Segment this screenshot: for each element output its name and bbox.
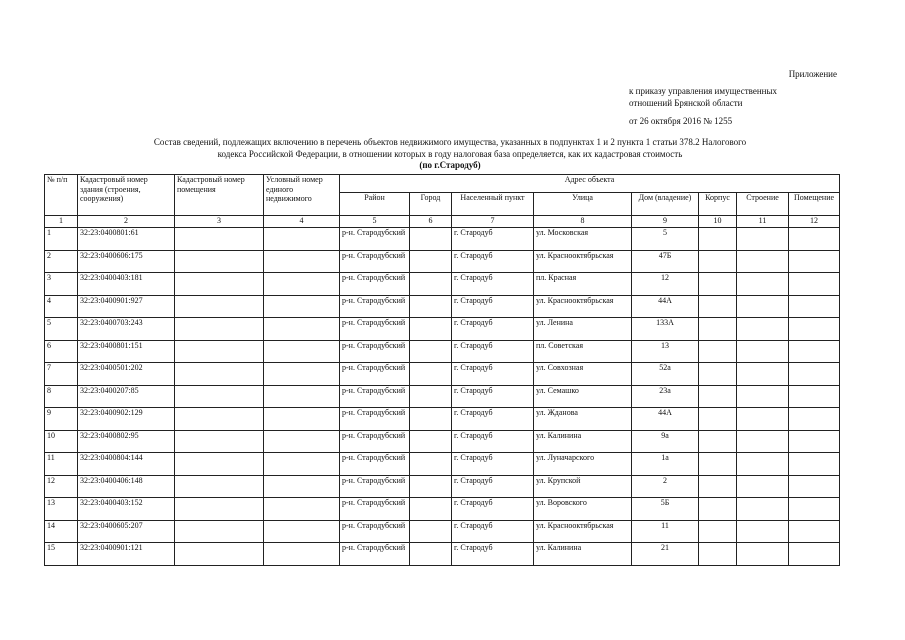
cell-street: ул. Краснооктябрьская: [534, 520, 632, 543]
cell-room: [789, 273, 840, 296]
title-line-1: Состав сведений, подлежащих включению в перечень объектов недвижимого имущества, указанных в подпунктах 1 и 2 пункта 1 статьи 378.2 Налогового: [153, 137, 747, 147]
cell-structure: [737, 520, 789, 543]
cell-conditional: [264, 385, 340, 408]
header-conditional-number: Условный номер единого недвижимого: [264, 175, 340, 216]
title-line-2: кодекса Российской Федерации, в отношении которых в году налоговая база определяется, как их кадастровая стоимость: [217, 148, 683, 159]
cell-structure: [737, 340, 789, 363]
cell-street: пл. Советская: [534, 340, 632, 363]
cell-room: [789, 250, 840, 273]
cell-street: ул. Совхозная: [534, 363, 632, 386]
header-house: Дом (владение): [632, 193, 699, 216]
cell-room: [789, 453, 840, 476]
table-row: [45, 250, 840, 273]
header-street: Улица: [534, 193, 632, 216]
cell-room-cadastral: [175, 475, 264, 498]
col-num: 1: [45, 216, 78, 228]
header-korpus: Корпус: [699, 193, 737, 216]
table-row: [45, 340, 840, 363]
cell-street: ул. Крупской: [534, 475, 632, 498]
cell-structure: [737, 250, 789, 273]
cell-cadastral: 32:23:0400802:95: [78, 430, 175, 453]
table-row: [45, 453, 840, 476]
col-num: 8: [534, 216, 632, 228]
cell-house: 9а: [632, 430, 699, 453]
cell-korpus: [699, 543, 737, 566]
cell-house: 133А: [632, 318, 699, 341]
cell-structure: [737, 363, 789, 386]
header-structure: Строение: [737, 193, 789, 216]
cell-korpus: [699, 318, 737, 341]
col-num: 11: [737, 216, 789, 228]
table-row: [45, 520, 840, 543]
cell-structure: [737, 273, 789, 296]
cell-locality: г. Стародуб: [452, 385, 534, 408]
cell-district: р-н. Стародубский: [340, 498, 410, 521]
cell-cadastral: 32:23:0400703:243: [78, 318, 175, 341]
cell-district: р-н. Стародубский: [340, 295, 410, 318]
cell-conditional: [264, 453, 340, 476]
cell-street: ул. Луначарского: [534, 453, 632, 476]
cell-conditional: [264, 295, 340, 318]
cell-house: 21: [632, 543, 699, 566]
table-row: [45, 430, 840, 453]
cell-conditional: [264, 520, 340, 543]
cell-conditional: [264, 273, 340, 296]
cell-district: р-н. Стародубский: [340, 250, 410, 273]
cell-conditional: [264, 228, 340, 251]
cell-room: [789, 475, 840, 498]
cell-locality: г. Стародуб: [452, 273, 534, 296]
cell-city: [410, 385, 452, 408]
table-row: [45, 408, 840, 431]
cell-room: [789, 520, 840, 543]
cell-locality: г. Стародуб: [452, 363, 534, 386]
table-row: [45, 363, 840, 386]
cell-conditional: [264, 250, 340, 273]
cell-city: [410, 408, 452, 431]
cell-house: 2: [632, 475, 699, 498]
cell-num: 11: [45, 453, 78, 476]
cell-structure: [737, 430, 789, 453]
cell-city: [410, 250, 452, 273]
cell-district: р-н. Стародубский: [340, 520, 410, 543]
column-number-row: [45, 216, 840, 228]
header-cadastral-building: Кадастровый номер здания (строения, сооружения): [78, 175, 175, 216]
document-title: [60, 137, 840, 172]
cell-cadastral: 32:23:0400901:121: [78, 543, 175, 566]
col-num: 7: [452, 216, 534, 228]
col-num: 12: [789, 216, 840, 228]
cell-room: [789, 498, 840, 521]
cell-korpus: [699, 295, 737, 318]
cell-city: [410, 475, 452, 498]
cell-city: [410, 453, 452, 476]
cell-structure: [737, 385, 789, 408]
cell-cadastral: 32:23:0400403:181: [78, 273, 175, 296]
cell-street: ул. Краснооктябрьская: [534, 295, 632, 318]
cell-city: [410, 498, 452, 521]
cell-house: 5Б: [632, 498, 699, 521]
cell-num: 5: [45, 318, 78, 341]
cell-locality: г. Стародуб: [452, 430, 534, 453]
cell-num: 10: [45, 430, 78, 453]
cell-korpus: [699, 408, 737, 431]
cell-room-cadastral: [175, 408, 264, 431]
property-table: [44, 174, 840, 566]
cell-house: 11: [632, 520, 699, 543]
cell-cadastral: 32:23:0400403:152: [78, 498, 175, 521]
cell-district: р-н. Стародубский: [340, 453, 410, 476]
cell-house: 5: [632, 228, 699, 251]
cell-conditional: [264, 430, 340, 453]
cell-korpus: [699, 273, 737, 296]
cell-structure: [737, 498, 789, 521]
cell-num: 6: [45, 340, 78, 363]
cell-room-cadastral: [175, 250, 264, 273]
cell-cadastral: 32:23:0400605:207: [78, 520, 175, 543]
cell-street: ул. Калинина: [534, 543, 632, 566]
cell-locality: г. Стародуб: [452, 520, 534, 543]
cell-house: 52а: [632, 363, 699, 386]
cell-room-cadastral: [175, 543, 264, 566]
cell-structure: [737, 295, 789, 318]
cell-cadastral: 32:23:0400207:85: [78, 385, 175, 408]
cell-district: р-н. Стародубский: [340, 385, 410, 408]
cell-korpus: [699, 340, 737, 363]
cell-locality: г. Стародуб: [452, 318, 534, 341]
cell-city: [410, 520, 452, 543]
appendix-label: Приложение: [788, 69, 837, 79]
header-row-1: [45, 175, 840, 193]
cell-street: ул. Воровского: [534, 498, 632, 521]
header-city: Город: [410, 193, 452, 216]
cell-cadastral: 32:23:0400902:129: [78, 408, 175, 431]
cell-korpus: [699, 475, 737, 498]
cell-room: [789, 340, 840, 363]
cell-house: 23а: [632, 385, 699, 408]
cell-house: 47Б: [632, 250, 699, 273]
cell-korpus: [699, 385, 737, 408]
cell-locality: г. Стародуб: [452, 295, 534, 318]
cell-cadastral: 32:23:0400901:927: [78, 295, 175, 318]
cell-district: р-н. Стародубский: [340, 475, 410, 498]
cell-room-cadastral: [175, 453, 264, 476]
cell-locality: г. Стародуб: [452, 228, 534, 251]
cell-room: [789, 430, 840, 453]
cell-cadastral: 32:23:0400501:202: [78, 363, 175, 386]
cell-korpus: [699, 228, 737, 251]
table-row: [45, 543, 840, 566]
cell-korpus: [699, 453, 737, 476]
table-row: [45, 273, 840, 296]
cell-room: [789, 228, 840, 251]
cell-num: 7: [45, 363, 78, 386]
cell-district: р-н. Стародубский: [340, 318, 410, 341]
table-row: [45, 385, 840, 408]
cell-korpus: [699, 520, 737, 543]
table-row: [45, 318, 840, 341]
cell-conditional: [264, 475, 340, 498]
cell-locality: г. Стародуб: [452, 340, 534, 363]
cell-street: ул. Калинина: [534, 430, 632, 453]
cell-district: р-н. Стародубский: [340, 408, 410, 431]
cell-num: 4: [45, 295, 78, 318]
cell-conditional: [264, 543, 340, 566]
cell-street: ул. Краснооктябрьская: [534, 250, 632, 273]
cell-conditional: [264, 363, 340, 386]
cell-num: 9: [45, 408, 78, 431]
cell-conditional: [264, 498, 340, 521]
cell-district: р-н. Стародубский: [340, 430, 410, 453]
cell-structure: [737, 228, 789, 251]
col-num: 4: [264, 216, 340, 228]
cell-house: 1а: [632, 453, 699, 476]
cell-conditional: [264, 318, 340, 341]
cell-locality: г. Стародуб: [452, 543, 534, 566]
cell-cadastral: 32:23:0400801:61: [78, 228, 175, 251]
cell-num: 3: [45, 273, 78, 296]
col-num: 2: [78, 216, 175, 228]
cell-korpus: [699, 498, 737, 521]
cell-num: 13: [45, 498, 78, 521]
header-locality: Населенный пункт: [452, 193, 534, 216]
cell-structure: [737, 475, 789, 498]
cell-structure: [737, 453, 789, 476]
cell-city: [410, 295, 452, 318]
cell-room-cadastral: [175, 385, 264, 408]
cell-locality: г. Стародуб: [452, 475, 534, 498]
cell-locality: г. Стародуб: [452, 408, 534, 431]
cell-room: [789, 295, 840, 318]
cell-room-cadastral: [175, 273, 264, 296]
cell-room-cadastral: [175, 340, 264, 363]
cell-room-cadastral: [175, 520, 264, 543]
cell-room-cadastral: [175, 430, 264, 453]
cell-locality: г. Стародуб: [452, 250, 534, 273]
cell-city: [410, 363, 452, 386]
cell-num: 1: [45, 228, 78, 251]
cell-district: р-н. Стародубский: [340, 340, 410, 363]
cell-num: 8: [45, 385, 78, 408]
cell-locality: г. Стародуб: [452, 453, 534, 476]
cell-room-cadastral: [175, 228, 264, 251]
cell-city: [410, 318, 452, 341]
cell-room-cadastral: [175, 498, 264, 521]
col-num: 6: [410, 216, 452, 228]
cell-locality: г. Стародуб: [452, 498, 534, 521]
cell-house: 44А: [632, 408, 699, 431]
cell-street: ул. Семашко: [534, 385, 632, 408]
cell-district: р-н. Стародубский: [340, 543, 410, 566]
cell-cadastral: 32:23:0400406:148: [78, 475, 175, 498]
header-district: Район: [340, 193, 410, 216]
table-row: [45, 295, 840, 318]
cell-structure: [737, 543, 789, 566]
cell-house: 13: [632, 340, 699, 363]
cell-korpus: [699, 250, 737, 273]
cell-room: [789, 318, 840, 341]
cell-korpus: [699, 430, 737, 453]
cell-conditional: [264, 408, 340, 431]
cell-city: [410, 340, 452, 363]
cell-room-cadastral: [175, 318, 264, 341]
cell-street: ул. Московская: [534, 228, 632, 251]
header-cadastral-room: Кадастровый номер помещения: [175, 175, 264, 216]
cell-city: [410, 228, 452, 251]
cell-city: [410, 430, 452, 453]
cell-street: пл. Красная: [534, 273, 632, 296]
cell-num: 14: [45, 520, 78, 543]
order-date: от 26 октября 2016 № 1255: [629, 116, 733, 126]
order-line-2: отношений Брянской области: [629, 98, 743, 108]
cell-korpus: [699, 363, 737, 386]
table-row: [45, 498, 840, 521]
cell-room-cadastral: [175, 295, 264, 318]
cell-num: 12: [45, 475, 78, 498]
cell-street: ул. Ленина: [534, 318, 632, 341]
cell-structure: [737, 408, 789, 431]
cell-cadastral: 32:23:0400804:144: [78, 453, 175, 476]
cell-cadastral: 32:23:0400606:175: [78, 250, 175, 273]
cell-house: 44А: [632, 295, 699, 318]
title-line-3: (по г.Стародуб): [419, 160, 481, 170]
header-num: № п/п: [45, 175, 78, 216]
cell-city: [410, 543, 452, 566]
table-row: [45, 475, 840, 498]
cell-city: [410, 273, 452, 296]
cell-district: р-н. Стародубский: [340, 363, 410, 386]
order-line-1: к приказу управления имущественных: [629, 86, 778, 96]
cell-room: [789, 408, 840, 431]
cell-district: р-н. Стародубский: [340, 228, 410, 251]
cell-room: [789, 363, 840, 386]
col-num: 3: [175, 216, 264, 228]
header-address: Адрес объекта: [340, 175, 840, 193]
cell-structure: [737, 318, 789, 341]
cell-district: р-н. Стародубский: [340, 273, 410, 296]
cell-house: 12: [632, 273, 699, 296]
cell-street: ул. Жданова: [534, 408, 632, 431]
cell-room-cadastral: [175, 363, 264, 386]
header-room: Помещение: [789, 193, 840, 216]
cell-num: 15: [45, 543, 78, 566]
col-num: 9: [632, 216, 699, 228]
cell-num: 2: [45, 250, 78, 273]
col-num: 5: [340, 216, 410, 228]
cell-cadastral: 32:23:0400801:151: [78, 340, 175, 363]
table-row: [45, 228, 840, 251]
col-num: 10: [699, 216, 737, 228]
cell-room: [789, 543, 840, 566]
cell-conditional: [264, 340, 340, 363]
order-reference: [629, 85, 777, 127]
cell-room: [789, 385, 840, 408]
